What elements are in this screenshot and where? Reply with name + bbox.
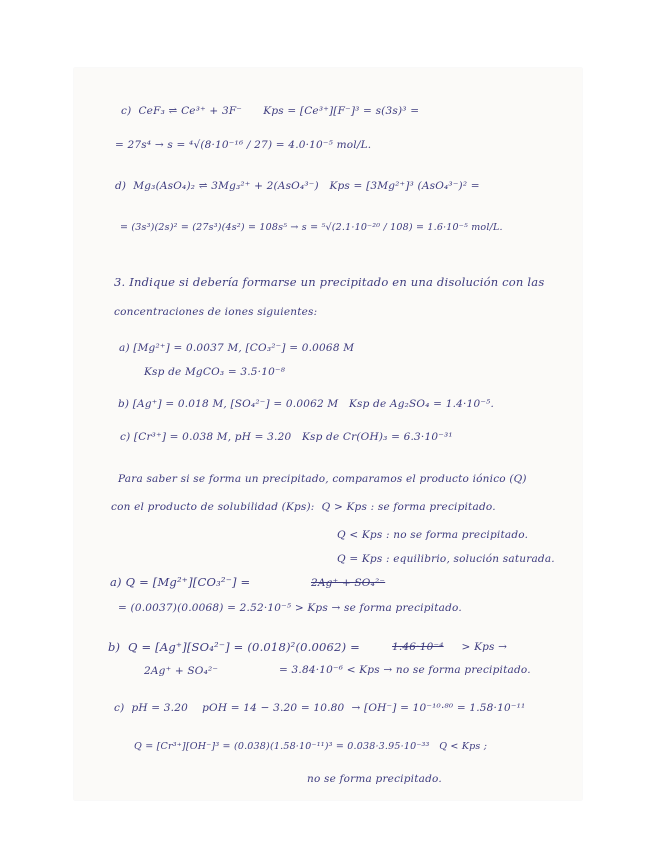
- answer-a-result: = (0.0037)(0.0068) = 2.52·10⁻⁵ > Kps → se forma precipitado.: [118, 602, 462, 614]
- mg3aso42-solubility: = (3s³)(2s)² = (27s³)(4s²) = 108s⁵ → s = ⁵√(2.1·10⁻²⁰ / 108) = 1.6·10⁻⁵ mol/L.: [120, 222, 503, 233]
- answer-c-conclusion: no se forma precipitado.: [307, 773, 442, 785]
- answer-b-crossed-comparison: > Kps →: [458, 641, 508, 653]
- answer-b-dissociation: 2Ag⁺ + SO₄²⁻: [144, 665, 219, 677]
- part-a-concentrations: a) [Mg²⁺] = 0.0037 M, [CO₃²⁻] = 0.0068 M: [119, 342, 355, 354]
- answer-b-result: = 3.84·10⁻⁶ < Kps → no se forma precipitado.: [279, 664, 531, 676]
- mg3aso42-equilibrium: d) Mg₃(AsO₄)₂ ⇌ 3Mg₃²⁺ + 2(AsO₄³⁻) Kps = [3Mg²⁺]³ (AsO₄³⁻)² =: [115, 180, 480, 192]
- method-rule-greater: con el producto de solubilidad (Kps): Q > Kps : se forma precipitado.: [111, 501, 496, 513]
- problem-3-statement-cont: concentraciones de iones siguientes:: [114, 306, 318, 318]
- method-explanation: Para saber si se forma un precipitado, comparamos el producto iónico (Q): [118, 473, 527, 485]
- answer-a-expression: a) Q = [Mg²⁺][CO₃²⁻] =: [110, 575, 251, 589]
- method-rule-equal: Q = Kps : equilibrio, solución saturada.: [337, 553, 555, 565]
- method-rule-less: Q < Kps : no se forma precipitado.: [337, 529, 529, 541]
- answer-b-expression: b) Q = [Ag⁺][SO₄²⁻] = (0.018)²(0.0062) =: [108, 640, 360, 654]
- answer-c-poh: c) pH = 3.20 pOH = 14 − 3.20 = 10.80 → [OH⁻] = 10⁻¹⁰·⁸⁰ = 1.58·10⁻¹¹: [114, 702, 526, 714]
- notebook-page: [74, 68, 582, 800]
- ce-f3-equilibrium: c) CeF₃ ⇌ Ce³⁺ + 3F⁻ Kps = [Ce³⁺][F⁻]³ = s(3s)³ =: [121, 105, 420, 117]
- answer-a-crossed-out: 2Ag⁺ + SO₄²⁻: [311, 577, 386, 589]
- answer-b-crossed-out-value: 1.46·10⁻⁴: [392, 641, 444, 653]
- problem-3-statement: 3. Indique si debería formarse un precipitado en una disolución con las: [114, 275, 545, 289]
- answer-c-q: Q = [Cr³⁺][OH⁻]³ = (0.038)(1.58·10⁻¹¹)³ = 0.038·3.95·10⁻³³ Q < Kps ;: [134, 741, 488, 752]
- part-b-concentrations: b) [Ag⁺] = 0.018 M, [SO₄²⁻] = 0.0062 M Ksp de Ag₂SO₄ = 1.4·10⁻⁵.: [118, 398, 495, 410]
- part-c-concentrations: c) [Cr³⁺] = 0.038 M, pH = 3.20 Ksp de Cr(OH)₃ = 6.3·10⁻³¹: [120, 431, 453, 443]
- part-a-ksp: Ksp de MgCO₃ = 3.5·10⁻⁸: [144, 366, 286, 378]
- ce-f3-solubility: = 27s⁴ → s = ⁴√(8·10⁻¹⁶ / 27) = 4.0·10⁻⁵ mol/L.: [115, 139, 372, 151]
